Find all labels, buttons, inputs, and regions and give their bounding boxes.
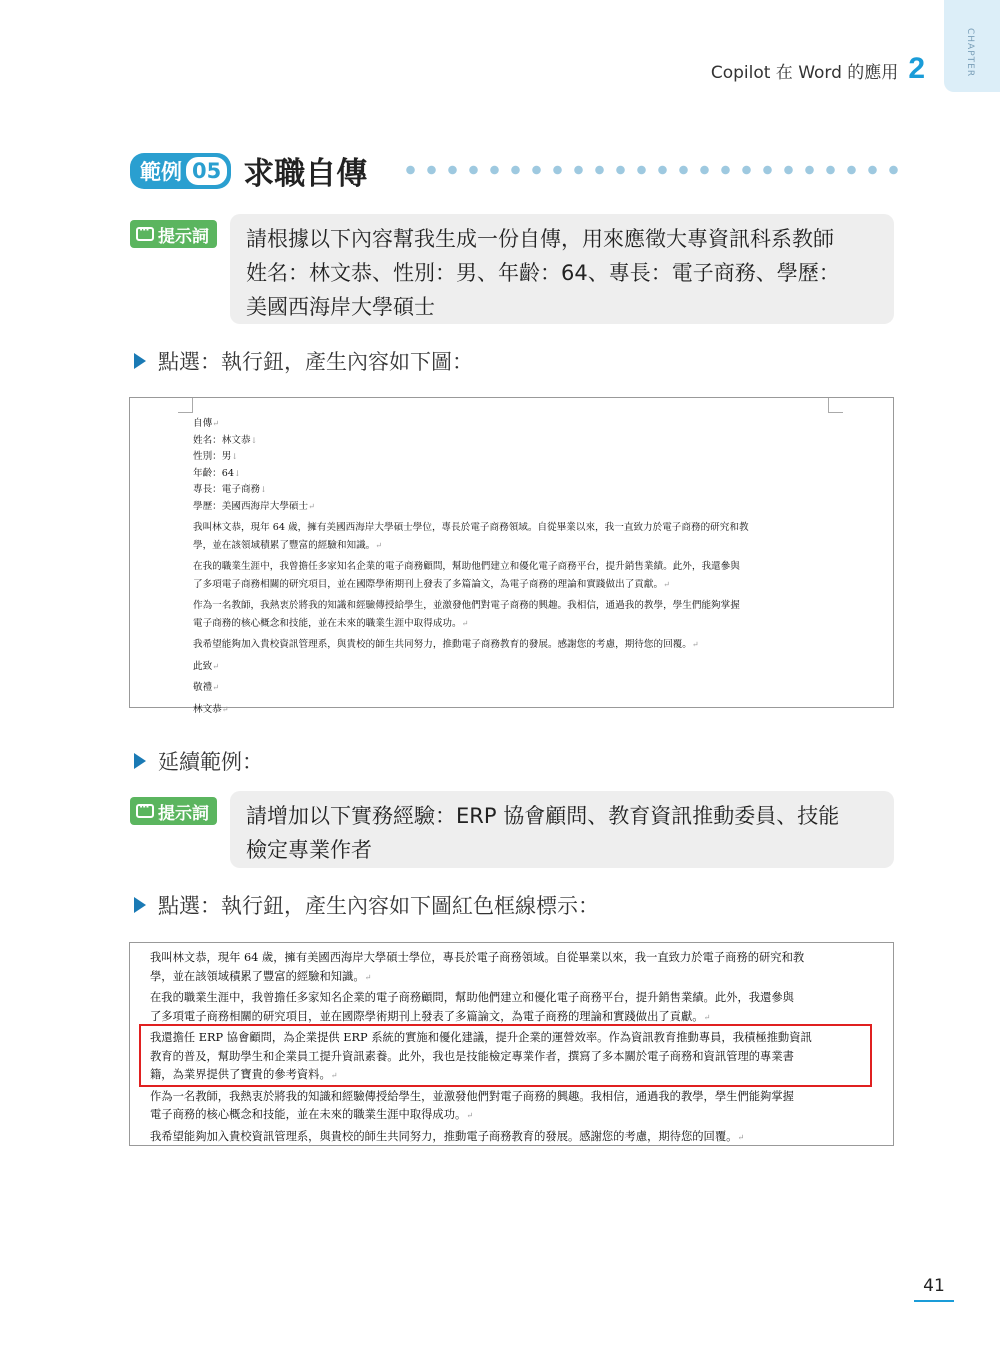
dotted-divider: [400, 163, 900, 177]
document-body: [193, 416, 833, 718]
prompt-line: 請根據以下內容幫我生成一份自傳，用來應徵大專資訊科系教師: [246, 227, 834, 251]
doc-line: 此致↵: [193, 660, 219, 672]
page-number: 41: [923, 1276, 945, 1296]
doc-paragraph: 我希望能夠加入貴校資訊管理系，與貴校的師生共同努力，推動電子商務教育的發展。感謝您的考慮，期待您的回覆。↵: [150, 1129, 745, 1143]
prompt-line: 美國西海岸大學碩士: [246, 295, 435, 319]
doc-line: 性別：男↓: [193, 451, 239, 462]
chapter-number: 2: [908, 52, 925, 85]
prompt-tag: [130, 220, 217, 248]
triangle-bullet-icon: [134, 897, 146, 913]
doc-paragraph-added: 我還擔任 ERP 協會顧問，為企業提供 ERP 系統的實施和優化建議，提升企業的運營效率。作為資訊教育推動專員，我積極推動資訊 教育的普及，幫助學生和企業員工提升資訊素養。此外，我也是技能檢定專業作者，撰寫了多本關於電子商務和資訊管理的專業書 籍，為業界提供了寶貴的參考資料。↵: [150, 1031, 812, 1081]
doc-paragraph: 作為一名教師，我熱衷於將我的知識和經驗傳授給學生，並激發他們對電子商務的興趣。我相信，通過我的教學，學生們能夠掌握 電子商務的核心概念和技能，並在未來的職業生涯中取得成功。↵: [193, 600, 740, 629]
triangle-bullet-icon: [134, 753, 146, 769]
instruction-text: 點選：執行鈕，產生內容如下圖：: [158, 350, 473, 374]
triangle-bullet-icon: [134, 353, 146, 369]
margin-corner-mark: [828, 398, 843, 413]
doc-line: 專長：電子商務↓: [193, 484, 267, 495]
prompt-line: 姓名：林文恭、性別：男、年齡：64、專長：電子商務、學歷：: [246, 261, 840, 285]
chat-bubble-icon: [136, 227, 154, 241]
doc-line: 林文恭↵: [193, 703, 229, 715]
prompt-box: [230, 214, 894, 324]
doc-paragraph: 在我的職業生涯中，我曾擔任多家知名企業的電子商務顧問，幫助他們建立和優化電子商務平台，提升銷售業績。此外，我還參與 了多項電子商務相關的研究項目，並在國際學術期刊上發表了多篇論文，為電子商務的理論和實踐做出了貢獻。↵: [150, 991, 794, 1023]
instruction-bullet: [134, 890, 599, 920]
doc-line: 敬禮↵: [193, 682, 219, 693]
doc-paragraph: 我叫林文恭，現年 64 歲，擁有美國西海岸大學碩士學位，專長於電子商務領域。自從畢業以來，我一直致力於電子商務的研究和教 學，並在該領域積累了豐富的經驗和知識。↵: [150, 951, 805, 983]
badge-number: 05: [186, 157, 227, 185]
doc-paragraph: 我希望能夠加入貴校資訊管理系，與貴校的師生共同努力，推動電子商務教育的發展。感謝您的考慮，期待您的回覆。↵: [193, 639, 699, 650]
doc-line: 學歷：美國西海岸大學碩士↵: [193, 500, 315, 512]
prompt-tag: [130, 797, 217, 825]
doc-line: 年齡：64↓: [193, 467, 241, 479]
badge-label: 範例: [140, 159, 182, 184]
instruction-text: 延續範例：: [158, 750, 263, 774]
section-heading: [130, 148, 367, 193]
prompt-line: 請增加以下實務經驗：ERP 協會顧問、教育資訊推動委員、技能: [246, 804, 840, 828]
instruction-bullet: [134, 346, 473, 376]
margin-corner-mark: [178, 398, 193, 413]
chapter-vertical-label: CHAPTER: [965, 28, 975, 78]
chat-bubble-icon: [136, 804, 154, 818]
page-number-underline: [914, 1300, 954, 1302]
instruction-bullet: [134, 746, 263, 776]
doc-paragraph: 我叫林文恭，現年 64 歲，擁有美國西海岸大學碩士學位，專長於電子商務領域。自從畢業以來，我一直致力於電子商務的研究和教 學，並在該領域積累了豐富的經驗和知識。↵: [193, 522, 749, 551]
chapter-tab: [944, 0, 1000, 92]
prompt-tag-label: 提示詞: [158, 803, 209, 824]
section-title: 求職自傳: [243, 156, 368, 192]
example-badge: [130, 153, 231, 189]
running-header: [711, 52, 925, 86]
prompt-line: 檢定專業作者: [246, 838, 372, 862]
word-document-screenshot: [129, 397, 894, 715]
prompt-tag-label: 提示詞: [158, 226, 209, 247]
doc-line: 自傳↵: [193, 418, 219, 429]
prompt-box: [230, 791, 894, 868]
highlight-frame: [139, 1024, 872, 1087]
chapter-title: Copilot 在 Word 的應用: [710, 63, 899, 83]
doc-paragraph: 在我的職業生涯中，我曾擔任多家知名企業的電子商務顧問，幫助他們建立和優化電子商務平台，提升銷售業績。此外，我還參與 了多項電子商務相關的研究項目，並在國際學術期刊上發表了多篇論文，為電子商務的理論和實踐做出了貢獻。↵: [193, 561, 740, 590]
doc-paragraph: 作為一名教師，我熱衷於將我的知識和經驗傳授給學生，並激發他們對電子商務的興趣。我相信，通過我的教學，學生們能夠掌握 電子商務的核心概念和技能，並在未來的職業生涯中取得成功。↵: [150, 1089, 794, 1121]
doc-line: 姓名：林文恭↓: [193, 434, 258, 446]
instruction-text: 點選：執行鈕，產生內容如下圖紅色框線標示：: [158, 894, 599, 918]
